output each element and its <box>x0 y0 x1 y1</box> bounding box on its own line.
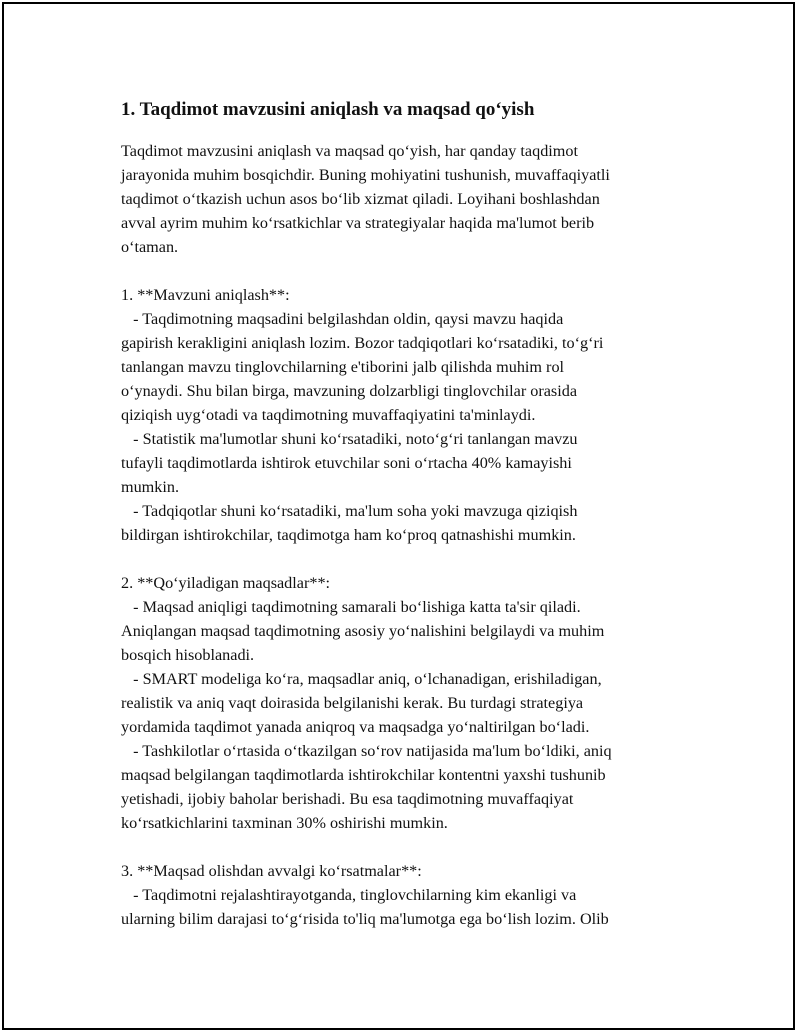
text-line: yordamida taqdimot yanada aniqroq va maqsadga yo‘naltirilgan bo‘ladi. <box>121 718 590 736</box>
list-item-maqsad-olishdan-avvalgi <box>121 859 721 931</box>
text-line: Taqdimot mavzusini aniqlash va maqsad qo‘yish, har qanday taqdimot <box>121 142 578 160</box>
list-item-title: 1. **Mavzuni aniqlash**: <box>121 286 290 304</box>
text-line: - Statistik ma'lumotlar shuni ko‘rsatadiki, noto‘g‘ri tanlangan mavzu <box>121 430 578 448</box>
text-line: o‘ynaydi. Shu bilan birga, mavzuning dolzarbligi tinglovchilar orasida <box>121 382 578 400</box>
document-body <box>121 97 721 931</box>
text-line: avval ayrim muhim ko‘rsatkichlar va strategiyalar haqida ma'lumot berib <box>121 214 595 232</box>
text-line: taqdimot o‘tkazish uchun asos bo‘lib xizmat qiladi. Loyihani boshlashdan <box>121 190 600 208</box>
paragraph-gap <box>121 259 721 283</box>
text-line: - Taqdimotning maqsadini belgilashdan oldin, qaysi mavzu haqida <box>121 310 564 328</box>
text-line: - Taqdimotni rejalashtirayotganda, tinglovchilarning kim ekanligi va <box>121 886 577 904</box>
list-item-title: 2. **Qo‘yiladigan maqsadlar**: <box>121 574 331 592</box>
text-line: - Maqsad aniqligi taqdimotning samarali bo‘lishiga katta ta'sir qiladi. <box>121 598 581 616</box>
text-line: qiziqish uyg‘otadi va taqdimotning muvaffaqiyatini ta'minlaydi. <box>121 406 536 424</box>
paragraph-gap <box>121 547 721 571</box>
text-line: gapirish kerakligini aniqlash lozim. Bozor tadqiqotlari ko‘rsatadiki, to‘g‘ri <box>121 334 604 352</box>
text-line: bosqich hisoblanadi. <box>121 646 255 664</box>
paragraph-gap <box>121 835 721 859</box>
text-line: yetishadi, ijobiy baholar berishadi. Bu esa taqdimotning muvaffaqiyat <box>121 790 574 808</box>
text-line: maqsad belgilangan taqdimotlarda ishtirokchilar kontentni yaxshi tushunib <box>121 766 606 784</box>
text-line: tanlangan mavzu tinglovchilarning e'tiborini jalb qilishda muhim rol <box>121 358 565 376</box>
text-line: ko‘rsatkichlarini taxminan 30% oshirishi mumkin. <box>121 814 448 832</box>
text-line: tufayli taqdimotlarda ishtirok etuvchilar soni o‘rtacha 40% kamayishi <box>121 454 572 472</box>
text-line: - Tashkilotlar o‘rtasida o‘tkazilgan so‘rov natijasida ma'lum bo‘ldiki, aniq <box>121 742 612 760</box>
text-line: bildirgan ishtirokchilar, taqdimotga ham ko‘proq qatnashishi mumkin. <box>121 526 576 544</box>
section-heading: 1. Taqdimot mavzusini aniqlash va maqsad qo‘yish <box>121 99 535 120</box>
text-line: - Tadqiqotlar shuni ko‘rsatadiki, ma'lum soha yoki mavzuga qiziqish <box>121 502 578 520</box>
text-line: jarayonida muhim bosqichdir. Buning mohiyatini tushunish, muvaffaqiyatli <box>121 166 610 184</box>
text-line: realistik va aniq vaqt doirasida belgilanishi kerak. Bu turdagi strategiya <box>121 694 584 712</box>
text-line: - SMART modeliga ko‘ra, maqsadlar aniq, o‘lchanadigan, erishiladigan, <box>121 670 602 688</box>
list-item-mavzuni-aniqlash <box>121 283 721 547</box>
intro-paragraph <box>121 139 721 259</box>
text-line: ularning bilim darajasi to‘g‘risida to'liq ma'lumotga ega bo‘lish lozim. Olib <box>121 910 609 928</box>
text-line: Aniqlangan maqsad taqdimotning asosiy yo‘nalishini belgilaydi va muhim <box>121 622 605 640</box>
page-frame <box>2 2 795 1030</box>
text-line: mumkin. <box>121 478 180 496</box>
text-line: o‘taman. <box>121 238 179 256</box>
list-item-title: 3. **Maqsad olishdan avvalgi ko‘rsatmalar**: <box>121 862 422 880</box>
list-item-qoyiladigan-maqsadlar <box>121 571 721 835</box>
